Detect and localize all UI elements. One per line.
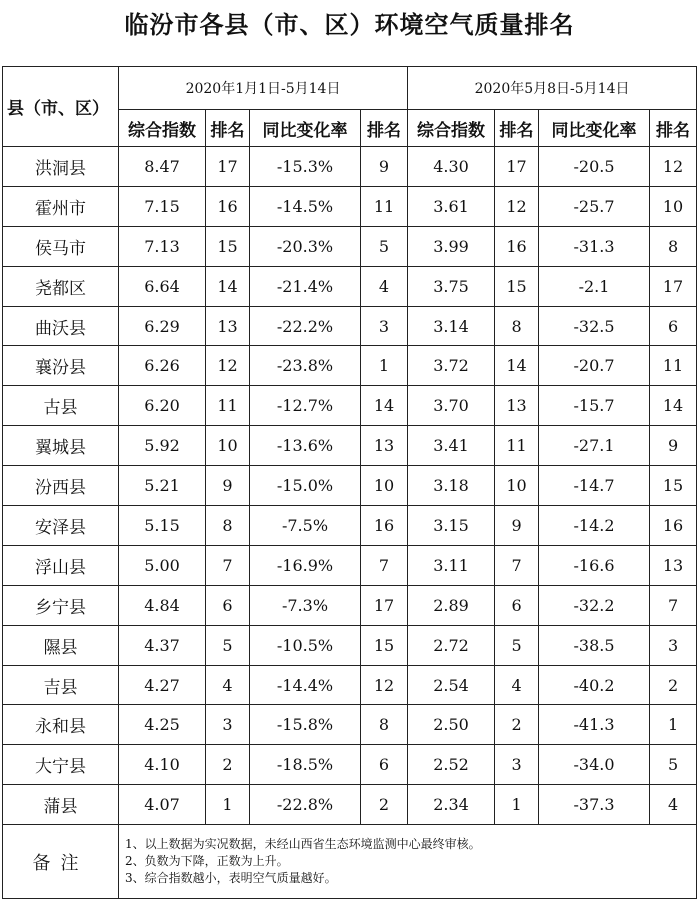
yoy-change-1: -16.9% bbox=[250, 545, 361, 585]
column-header-change-1: 同比变化率 bbox=[250, 110, 361, 147]
county-name: 隰县 bbox=[3, 625, 119, 665]
rank-1: 14 bbox=[206, 266, 250, 306]
composite-index-2: 3.11 bbox=[408, 545, 495, 585]
change-rank-1: 2 bbox=[361, 785, 408, 825]
rank-2: 10 bbox=[495, 466, 539, 506]
notes-label: 备注 bbox=[3, 825, 119, 899]
change-rank-2: 13 bbox=[650, 545, 697, 585]
composite-index-2: 3.61 bbox=[408, 186, 495, 226]
yoy-change-1: -15.8% bbox=[250, 705, 361, 745]
yoy-change-1: -12.7% bbox=[250, 386, 361, 426]
yoy-change-2: -40.2 bbox=[539, 665, 650, 705]
rank-2: 1 bbox=[495, 785, 539, 825]
note-line: 1、以上数据为实况数据，未经山西省生态环境监测中心最终审核。 bbox=[125, 837, 481, 852]
composite-index-2: 2.52 bbox=[408, 745, 495, 785]
column-header-change-rank-1: 排名 bbox=[361, 110, 408, 147]
rank-1: 5 bbox=[206, 625, 250, 665]
change-rank-2: 5 bbox=[650, 745, 697, 785]
change-rank-1: 12 bbox=[361, 665, 408, 705]
composite-index-1: 4.10 bbox=[119, 745, 206, 785]
rank-2: 11 bbox=[495, 426, 539, 466]
rank-1: 2 bbox=[206, 745, 250, 785]
change-rank-1: 15 bbox=[361, 625, 408, 665]
change-rank-1: 17 bbox=[361, 585, 408, 625]
change-rank-2: 9 bbox=[650, 426, 697, 466]
table-row bbox=[3, 785, 697, 825]
yoy-change-2: -25.7 bbox=[539, 186, 650, 226]
rank-2: 9 bbox=[495, 506, 539, 546]
rank-1: 8 bbox=[206, 506, 250, 546]
yoy-change-1: -21.4% bbox=[250, 266, 361, 306]
rank-1: 16 bbox=[206, 186, 250, 226]
yoy-change-1: -7.3% bbox=[250, 585, 361, 625]
county-header: 县（市、区） bbox=[3, 67, 119, 147]
rank-1: 17 bbox=[206, 147, 250, 187]
county-name: 蒲县 bbox=[3, 785, 119, 825]
yoy-change-2: -15.7 bbox=[539, 386, 650, 426]
rank-1: 3 bbox=[206, 705, 250, 745]
composite-index-2: 2.72 bbox=[408, 625, 495, 665]
composite-index-1: 6.64 bbox=[119, 266, 206, 306]
table-row bbox=[3, 625, 697, 665]
composite-index-1: 5.00 bbox=[119, 545, 206, 585]
rank-2: 7 bbox=[495, 545, 539, 585]
yoy-change-2: -34.0 bbox=[539, 745, 650, 785]
composite-index-2: 3.99 bbox=[408, 226, 495, 266]
table-row bbox=[3, 585, 697, 625]
yoy-change-1: -23.8% bbox=[250, 346, 361, 386]
table-row bbox=[3, 186, 697, 226]
composite-index-2: 3.75 bbox=[408, 266, 495, 306]
table-row bbox=[3, 665, 697, 705]
change-rank-2: 7 bbox=[650, 585, 697, 625]
rank-1: 1 bbox=[206, 785, 250, 825]
note-line: 2、负数为下降，正数为上升。 bbox=[125, 854, 289, 869]
county-name: 古县 bbox=[3, 386, 119, 426]
change-rank-2: 14 bbox=[650, 386, 697, 426]
composite-index-1: 4.37 bbox=[119, 625, 206, 665]
change-rank-1: 8 bbox=[361, 705, 408, 745]
change-rank-1: 7 bbox=[361, 545, 408, 585]
yoy-change-2: -14.7 bbox=[539, 466, 650, 506]
composite-index-2: 2.50 bbox=[408, 705, 495, 745]
rank-2: 15 bbox=[495, 266, 539, 306]
composite-index-2: 2.54 bbox=[408, 665, 495, 705]
rank-1: 9 bbox=[206, 466, 250, 506]
yoy-change-2: -27.1 bbox=[539, 426, 650, 466]
column-header-rank-1: 排名 bbox=[206, 110, 250, 147]
composite-index-2: 3.70 bbox=[408, 386, 495, 426]
change-rank-2: 6 bbox=[650, 306, 697, 346]
yoy-change-2: -20.5 bbox=[539, 147, 650, 187]
county-name: 洪洞县 bbox=[3, 147, 119, 187]
rank-2: 3 bbox=[495, 745, 539, 785]
rank-2: 8 bbox=[495, 306, 539, 346]
change-rank-2: 3 bbox=[650, 625, 697, 665]
yoy-change-2: -37.3 bbox=[539, 785, 650, 825]
yoy-change-2: -32.2 bbox=[539, 585, 650, 625]
change-rank-1: 13 bbox=[361, 426, 408, 466]
composite-index-1: 7.15 bbox=[119, 186, 206, 226]
rank-2: 17 bbox=[495, 147, 539, 187]
composite-index-1: 6.26 bbox=[119, 346, 206, 386]
rank-2: 6 bbox=[495, 585, 539, 625]
change-rank-2: 4 bbox=[650, 785, 697, 825]
yoy-change-1: -20.3% bbox=[250, 226, 361, 266]
page-title: 临汾市各县（市、区）环境空气质量排名 bbox=[124, 11, 575, 39]
composite-index-1: 6.20 bbox=[119, 386, 206, 426]
composite-index-1: 7.13 bbox=[119, 226, 206, 266]
composite-index-2: 3.15 bbox=[408, 506, 495, 546]
rank-2: 12 bbox=[495, 186, 539, 226]
yoy-change-2: -38.5 bbox=[539, 625, 650, 665]
yoy-change-1: -22.2% bbox=[250, 306, 361, 346]
county-name: 浮山县 bbox=[3, 545, 119, 585]
county-name: 永和县 bbox=[3, 705, 119, 745]
composite-index-2: 3.41 bbox=[408, 426, 495, 466]
composite-index-1: 4.84 bbox=[119, 585, 206, 625]
yoy-change-1: -14.4% bbox=[250, 665, 361, 705]
county-name: 襄汾县 bbox=[3, 346, 119, 386]
table-row bbox=[3, 745, 697, 785]
yoy-change-2: -31.3 bbox=[539, 226, 650, 266]
change-rank-1: 14 bbox=[361, 386, 408, 426]
county-name: 乡宁县 bbox=[3, 585, 119, 625]
change-rank-2: 1 bbox=[650, 705, 697, 745]
composite-index-2: 3.72 bbox=[408, 346, 495, 386]
rank-1: 10 bbox=[206, 426, 250, 466]
county-name: 曲沃县 bbox=[3, 306, 119, 346]
change-rank-2: 2 bbox=[650, 665, 697, 705]
composite-index-2: 2.89 bbox=[408, 585, 495, 625]
rank-1: 11 bbox=[206, 386, 250, 426]
period1-header: 2020年1月1日-5月14日 bbox=[119, 67, 408, 110]
table-row bbox=[3, 545, 697, 585]
composite-index-1: 5.92 bbox=[119, 426, 206, 466]
table-body bbox=[3, 147, 697, 825]
county-name: 翼城县 bbox=[3, 426, 119, 466]
county-name: 侯马市 bbox=[3, 226, 119, 266]
composite-index-2: 4.30 bbox=[408, 147, 495, 187]
note-line: 3、综合指数越小，表明空气质量越好。 bbox=[125, 871, 337, 886]
change-rank-1: 9 bbox=[361, 147, 408, 187]
column-header-index-1: 综合指数 bbox=[119, 110, 206, 147]
table-row bbox=[3, 705, 697, 745]
table-row bbox=[3, 266, 697, 306]
county-name: 吉县 bbox=[3, 665, 119, 705]
change-rank-1: 10 bbox=[361, 466, 408, 506]
change-rank-2: 11 bbox=[650, 346, 697, 386]
yoy-change-1: -7.5% bbox=[250, 506, 361, 546]
change-rank-2: 15 bbox=[650, 466, 697, 506]
composite-index-2: 3.14 bbox=[408, 306, 495, 346]
change-rank-1: 11 bbox=[361, 186, 408, 226]
table-row bbox=[3, 226, 697, 266]
rank-2: 5 bbox=[495, 625, 539, 665]
rank-2: 4 bbox=[495, 665, 539, 705]
yoy-change-2: -16.6 bbox=[539, 545, 650, 585]
yoy-change-2: -32.5 bbox=[539, 306, 650, 346]
county-name: 大宁县 bbox=[3, 745, 119, 785]
period2-header: 2020年5月8日-5月14日 bbox=[408, 67, 697, 110]
composite-index-2: 3.18 bbox=[408, 466, 495, 506]
yoy-change-1: -14.5% bbox=[250, 186, 361, 226]
table-row bbox=[3, 386, 697, 426]
composite-index-1: 4.07 bbox=[119, 785, 206, 825]
change-rank-2: 17 bbox=[650, 266, 697, 306]
rank-1: 4 bbox=[206, 665, 250, 705]
county-name: 汾西县 bbox=[3, 466, 119, 506]
rank-1: 7 bbox=[206, 545, 250, 585]
change-rank-1: 3 bbox=[361, 306, 408, 346]
yoy-change-2: -2.1 bbox=[539, 266, 650, 306]
ranking-table bbox=[2, 66, 697, 899]
yoy-change-2: -41.3 bbox=[539, 705, 650, 745]
yoy-change-1: -10.5% bbox=[250, 625, 361, 665]
change-rank-1: 16 bbox=[361, 506, 408, 546]
notes-cell bbox=[119, 825, 697, 899]
column-header-change-2: 同比变化率 bbox=[539, 110, 650, 147]
rank-1: 6 bbox=[206, 585, 250, 625]
change-rank-1: 1 bbox=[361, 346, 408, 386]
rank-2: 16 bbox=[495, 226, 539, 266]
rank-2: 13 bbox=[495, 386, 539, 426]
rank-1: 13 bbox=[206, 306, 250, 346]
composite-index-1: 6.29 bbox=[119, 306, 206, 346]
change-rank-2: 12 bbox=[650, 147, 697, 187]
yoy-change-1: -15.0% bbox=[250, 466, 361, 506]
rank-2: 14 bbox=[495, 346, 539, 386]
county-name: 尧都区 bbox=[3, 266, 119, 306]
composite-index-1: 5.15 bbox=[119, 506, 206, 546]
table-row bbox=[3, 306, 697, 346]
yoy-change-1: -22.8% bbox=[250, 785, 361, 825]
change-rank-1: 5 bbox=[361, 226, 408, 266]
change-rank-1: 6 bbox=[361, 745, 408, 785]
composite-index-1: 8.47 bbox=[119, 147, 206, 187]
yoy-change-1: -15.3% bbox=[250, 147, 361, 187]
column-header-change-rank-2: 排名 bbox=[650, 110, 697, 147]
table-row bbox=[3, 426, 697, 466]
table-row bbox=[3, 506, 697, 546]
county-name: 安泽县 bbox=[3, 506, 119, 546]
change-rank-2: 16 bbox=[650, 506, 697, 546]
table-row bbox=[3, 346, 697, 386]
column-header-index-2: 综合指数 bbox=[408, 110, 495, 147]
yoy-change-1: -13.6% bbox=[250, 426, 361, 466]
rank-2: 2 bbox=[495, 705, 539, 745]
composite-index-1: 4.27 bbox=[119, 665, 206, 705]
composite-index-1: 5.21 bbox=[119, 466, 206, 506]
table-row bbox=[3, 466, 697, 506]
yoy-change-2: -20.7 bbox=[539, 346, 650, 386]
yoy-change-2: -14.2 bbox=[539, 506, 650, 546]
table-row bbox=[3, 147, 697, 187]
rank-1: 12 bbox=[206, 346, 250, 386]
yoy-change-1: -18.5% bbox=[250, 745, 361, 785]
county-name: 霍州市 bbox=[3, 186, 119, 226]
change-rank-2: 8 bbox=[650, 226, 697, 266]
change-rank-2: 10 bbox=[650, 186, 697, 226]
composite-index-2: 2.34 bbox=[408, 785, 495, 825]
composite-index-1: 4.25 bbox=[119, 705, 206, 745]
column-header-rank-2: 排名 bbox=[495, 110, 539, 147]
rank-1: 15 bbox=[206, 226, 250, 266]
change-rank-1: 4 bbox=[361, 266, 408, 306]
